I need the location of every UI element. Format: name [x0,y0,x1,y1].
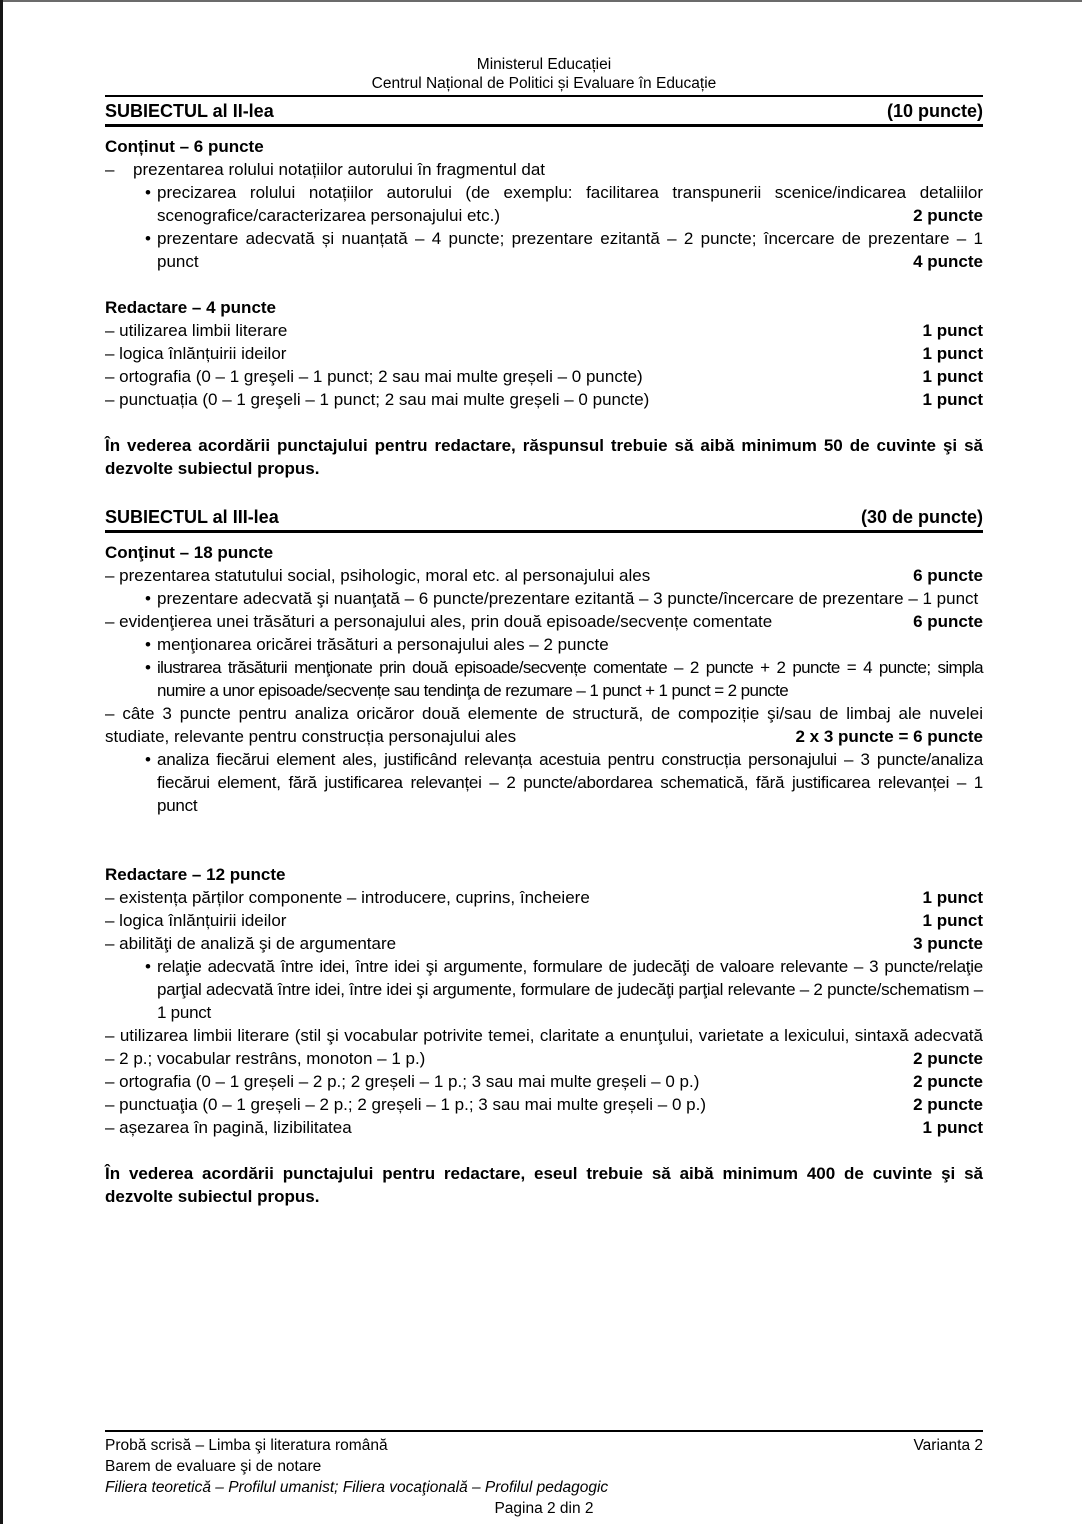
rubric-item [105,656,983,702]
header-divider [105,95,983,97]
rubric-section [105,100,983,480]
rubric-subheading [105,541,983,564]
rubric-item [105,932,983,955]
item-text: – existența părților componente – introducere, cuprins, încheiere [105,888,590,907]
item-text: Conținut – 6 puncte [105,137,264,156]
document-footer [105,1430,983,1519]
subject-heading [105,100,983,127]
rubric-item [105,1070,983,1093]
item-score: 4 puncte [913,252,983,271]
footer-row [105,1435,983,1456]
variant-label: Varianta 2 [913,1437,983,1454]
item-score: 2 puncte [913,206,983,225]
item-score: 2 puncte [913,1072,983,1091]
subject-title: SUBIECTUL al II-lea [105,101,274,121]
rubric-item [105,181,983,227]
document-content [105,55,983,1208]
rubric-sections [105,100,983,1208]
item-text: – abilităţi de analiză şi de argumentare [105,934,397,953]
dash-marker: – [105,160,115,179]
page-number: Pagina 2 din 2 [494,1500,594,1517]
rubric-item [105,388,983,411]
rubric-note [105,434,983,480]
item-text: menţionarea oricărei trăsături a personajului ales – 2 puncte [157,635,609,654]
item-text: precizarea rolului notațiilor autorului (de exemplu: facilitarea transpunerii scenice/indicarea detaliilor scenografice/caracterizarea personajului etc.) [157,183,983,225]
bullet-marker: • [145,589,151,608]
exam-name: Probă scrisă – Limba şi literatura română [105,1437,388,1454]
subject-points: (10 puncte) [886,101,983,121]
bullet-marker: • [145,635,151,654]
item-text: relaţie adecvată între idei, între idei şi argumente, formulare de judecăţi de valoare relevante – 3 puncte/relaţie parţial adecvată între idei, între idei şi argumente, formulare de judecăţi parţial relevante – 2 puncte/schematism – 1 punct [157,957,983,1022]
item-score: 1 punct [922,321,983,340]
scan-edge-top [0,0,1082,2]
rubric-note [105,1162,983,1208]
item-text: Redactare – 12 puncte [105,865,286,884]
item-score: 2 puncte [913,1095,983,1114]
item-score: 1 punct [922,390,983,409]
rubric-section [105,506,983,1208]
center-name: Centrul Național de Politici și Evaluare în Educație [371,75,717,92]
item-text: – logica înlănțuirii ideilor [105,344,287,363]
item-text: – utilizarea limbii literare [105,321,288,340]
rubric-subheading [105,135,983,158]
filiera-label: Filiera teoretică – Profilul umanist; Filiera vocaţională – Profilul pedagogic [105,1479,609,1496]
subject-heading [105,506,983,533]
rubric-item [105,702,983,748]
item-score: 1 punct [922,367,983,386]
item-score: 1 punct [922,1118,983,1137]
rubric-item [105,564,983,587]
rubric-item [105,365,983,388]
bullet-marker: • [145,229,151,248]
item-text: – punctuația (0 – 1 greşeli – 1 punct; 2 sau mai multe greșeli – 0 puncte) [105,390,650,409]
item-score: 6 puncte [913,612,983,631]
rubric-item [105,909,983,932]
item-text: prezentare adecvată şi nuanţată – 6 puncte/prezentare ezitantă – 3 puncte/încercare de prezentare – 1 punct [157,589,979,608]
item-score: 6 puncte [913,566,983,585]
scan-edge-left [0,0,3,1524]
rubric-item [105,227,983,273]
bullet-marker: • [145,658,151,677]
item-text: – ortografia (0 – 1 greşeli – 1 punct; 2 sau mai multe greșeli – 0 puncte) [105,367,643,386]
rubric-item [105,633,983,656]
subject-title: SUBIECTUL al III-lea [105,507,279,527]
item-text: În vederea acordării punctajului pentru redactare, răspunsul trebuie să aibă minimum 50 de cuvinte şi să dezvolte subiectul propus. [105,436,983,478]
ministry-header [105,55,983,93]
subject-points: (30 de puncte) [860,507,983,527]
item-text: – așezarea în pagină, lizibilitatea [105,1118,352,1137]
item-score: 1 punct [922,888,983,907]
item-text: prezentare adecvată și nuanțată – 4 puncte; prezentare ezitantă – 2 puncte; încercare de prezentare – 1 punct [157,229,983,271]
rubric-item [105,158,983,181]
item-text: – logica înlănțuirii ideilor [105,911,287,930]
barem-label: Barem de evaluare şi de notare [105,1458,322,1475]
item-text: analiza fiecărui element ales, justificând relevanța acestuia pentru construcția personajului – 3 puncte/analiza fiecărui element, fără justificarea relevanței – 2 puncte/abordarea schematică, fără justificarea relevanței – 1 punct [157,750,983,815]
rubric-item [105,1024,983,1070]
footer-divider [105,1430,983,1432]
item-text: – utilizarea limbii literare (stil şi vocabular potrivite temei, claritate a enunţului, varietate a lexicului, sintaxă adecvată – 2 p.; vocabular restrâns, monoton – 1 p.) [105,1026,983,1068]
bullet-marker: • [145,750,151,769]
rubric-subheading [105,296,983,319]
rubric-item [105,886,983,909]
item-text: – câte 3 puncte pentru analiza oricăror două elemente de structură, de compoziție şi/sau de limbaj ale nuvelei studiate, relevante pentru construcția personajului ales [105,704,983,746]
item-text: – evidenţierea unei trăsături a personajului ales, prin două episoade/secvențe comentate [105,612,773,631]
rubric-item [105,1116,983,1139]
rubric-item [105,610,983,633]
bullet-marker: • [145,957,151,976]
ministry-name: Ministerul Educației [476,56,612,73]
item-text: – ortografia (0 – 1 greșeli – 2 p.; 2 greșeli – 1 p.; 3 sau mai multe greșeli – 0 p.) [105,1072,700,1091]
bullet-marker: • [145,183,151,202]
item-text: ilustrarea trăsăturii menţionate prin două episoade/secvențe comentate – 2 puncte + 2 puncte = 4 puncte; simpla numire a unor episoade/secvențe sau tendinţa de rezumare – 1 punct + 1 punct = 2 puncte [157,658,983,700]
rubric-item [105,587,983,610]
item-text: prezentarea rolului notațiilor autorului în fragmentul dat [133,160,546,179]
item-score: 2 x 3 puncte = 6 puncte [795,727,983,746]
rubric-item [105,748,983,817]
rubric-item [105,955,983,1024]
item-text: Redactare – 4 puncte [105,298,277,317]
item-text: Conţinut – 18 puncte [105,543,274,562]
rubric-item [105,319,983,342]
item-text: În vederea acordării punctajului pentru redactare, eseul trebuie să aibă minimum 400 de cuvinte şi să dezvolte subiectul propus. [105,1164,983,1206]
item-score: 3 puncte [913,934,983,953]
rubric-subheading [105,863,983,886]
item-text: – prezentarea statutului social, psihologic, moral etc. al personajului ales [105,566,651,585]
item-score: 1 punct [922,911,983,930]
item-text: – punctuaţia (0 – 1 greșeli – 2 p.; 2 greșeli – 1 p.; 3 sau mai multe greșeli – 0 p.) [105,1095,707,1114]
rubric-item [105,1093,983,1116]
item-score: 1 punct [922,344,983,363]
item-score: 2 puncte [913,1049,983,1068]
rubric-item [105,342,983,365]
